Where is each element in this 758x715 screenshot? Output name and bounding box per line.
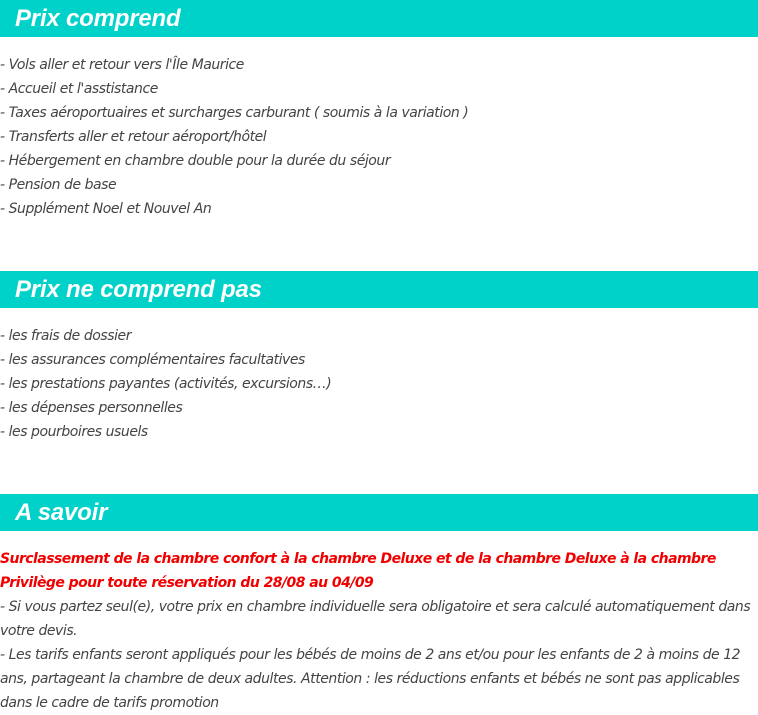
list-item: - Taxes aéroportuaires et surcharges carburant ( soumis à la variation ) [0, 105, 469, 121]
list-item: - Supplément Noel et Nouvel An [0, 201, 212, 217]
excluded-list [0, 308, 758, 444]
included-list [0, 37, 758, 221]
list-item: - Hébergement en chambre double pour la durée du séjour [0, 153, 391, 169]
list-item: - Transferts aller et retour aéroport/hôtel [0, 129, 267, 145]
section-a-savoir [0, 494, 758, 715]
section-title: Prix comprend [0, 0, 758, 37]
list-item: - les dépenses personnelles [0, 400, 183, 416]
note-item: - Les tarifs enfants seront appliqués pour les bébés de moins de 2 ans et/ou pour les enfants de 2 à moins de 12 ans, partageant la chambre de deux adultes. Attention : les réductions enfants et bébés ne sont pas applicables dans le cadre de tarifs promotion [0, 647, 741, 711]
section-title: Prix ne comprend pas [0, 271, 758, 308]
note-item: - Si vous partez seul(e), votre prix en chambre individuelle sera obligatoire et sera calculé automatiquement dans votre devis. [0, 599, 751, 639]
list-item: - les frais de dossier [0, 328, 131, 344]
list-item: - les pourboires usuels [0, 424, 148, 440]
list-item: - les assurances complémentaires facultatives [0, 352, 305, 368]
notes-block [0, 531, 758, 715]
section-title: A savoir [0, 494, 758, 531]
list-item: - Pension de base [0, 177, 117, 193]
list-item: - Accueil et l'asstistance [0, 81, 158, 97]
list-item: - Vols aller et retour vers l'Île Maurice [0, 57, 244, 73]
section-prix-comprend [0, 0, 758, 221]
list-item: - les prestations payantes (activités, excursions…) [0, 376, 332, 392]
section-prix-ne-comprend-pas [0, 271, 758, 444]
promo-highlight: Surclassement de la chambre confort à la chambre Deluxe et de la chambre Deluxe à la chambre Privilège pour toute réservation du 28/08 au 04/09 [0, 551, 716, 591]
